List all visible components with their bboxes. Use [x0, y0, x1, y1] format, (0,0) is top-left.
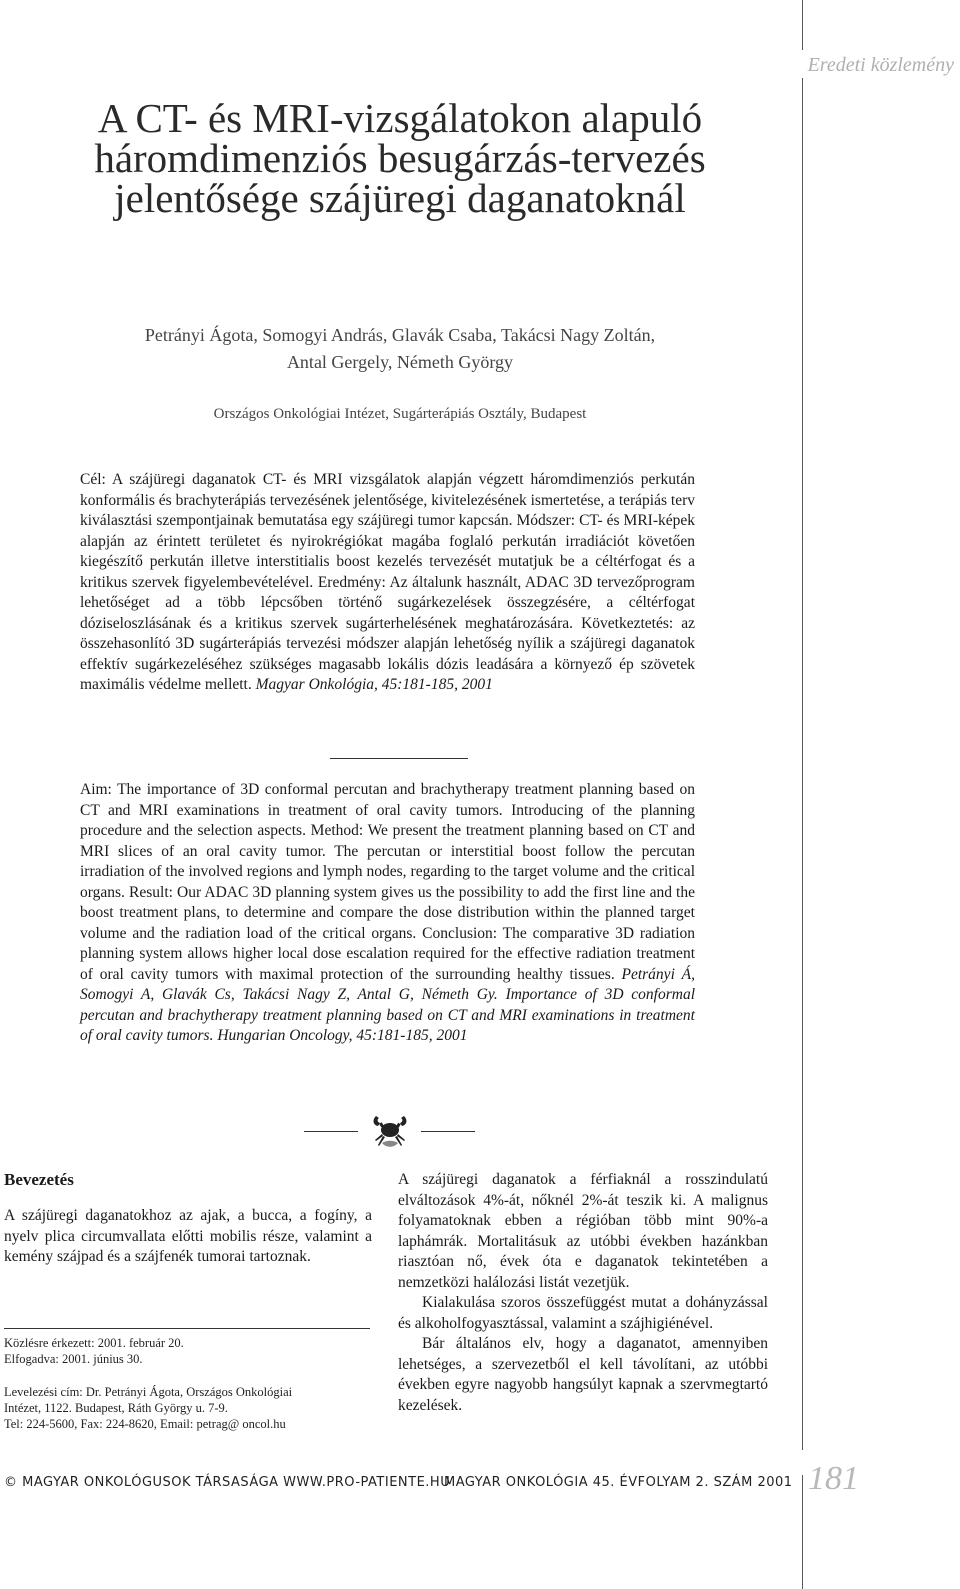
crab-icon	[368, 1110, 412, 1154]
page-number: 181	[808, 1460, 859, 1497]
title-line-2: háromdimenziós besugárzás-tervezés	[94, 135, 706, 181]
intro-left-column	[4, 1170, 372, 1268]
footnote-divider	[4, 1328, 370, 1329]
intro-right-column	[398, 1170, 768, 1416]
ornament-line-left	[304, 1131, 358, 1132]
affiliation: Országos Onkológiai Intézet, Sugárterápiás Osztály, Budapest	[213, 406, 587, 422]
column-rule-bottom	[802, 1475, 803, 1589]
column-rule-main	[802, 78, 803, 1450]
intro-left-paragraph: A szájüregi daganatokhoz az ajak, a bucca, a fogíny, a nyelv plica circumvallata előtti mobilis része, valamint a kemény szájpad és a szájfenék tumorai tartoznak.	[4, 1207, 372, 1265]
received-date: Közlésre érkezett: 2001. február 20.	[4, 1336, 184, 1350]
ornament-line-right	[421, 1131, 475, 1132]
intro-right-paragraph-3: Bár általános elv, hogy a daganatot, amennyiben lehetséges, a szervezetből el kell távolítani, az utóbbi években egyre nagyobb hangsúlyt kapnak a szervmegtartó kezelések.	[398, 1335, 768, 1414]
intro-right-paragraph-1: A szájüregi daganatok a férfiaknál a rosszindulatú elváltozások 4%-át, nőknél 2%-át teszik ki. A malignus folyamatoknak ebben a régióban több mint 90%-a laphámrák. Mortalitásuk az utóbbi években hazánkban riasztóan nő, évek óta e daganatok tekintetében a nemzetközi halálozási listát vezetjük.	[398, 1171, 768, 1291]
column-rule-top	[802, 0, 803, 50]
title-line-3: jelentősége szájüregi daganatoknál	[114, 175, 686, 221]
title-line-1: A CT- és MRI-vizsgálatokon alapuló	[97, 95, 703, 141]
address-line-3: Tel: 224-5600, Fax: 224-8620, Email: petrag@ oncol.hu	[4, 1417, 286, 1431]
accepted-date: Elfogadva: 2001. június 30.	[4, 1352, 143, 1366]
section-label: Eredeti közlemény	[807, 54, 954, 76]
authors-line-1: Petrányi Ágota, Somogyi András, Glavák Csaba, Takácsi Nagy Zoltán,	[144, 325, 656, 345]
abstract-en-text: Aim: The importance of 3D conformal percutan and brachytherapy treatment planning based on CT and MRI examinations in treatment of oral cavity tumors. Introducing of the planning procedure and the selection aspects. Method: We present the treatment planning based on CT and MRI slices of an oral cavity tumor. The percutan or interstitial boost follow the percutan irradiation of the involved regions and lymph nodes, regarding to the target volume and the critical organs. Result: Our ADAC 3D planning system gives us the possibility to add the first line and the boost treatment plans, to determine and compare the dose distribution within the planned target volume and the radiation load of the critical organs. Conclusion: The comparative 3D radiation planning system allows higher local dose escalation required for the effective radiation treatment of oral cavity tumors with maximal protection of the surrounding healthy tissues.	[80, 781, 695, 983]
intro-heading: Bevezetés	[4, 1170, 74, 1189]
article-title	[20, 95, 780, 221]
author-list	[20, 322, 780, 376]
abstract-hu-text: Cél: A szájüregi daganatok CT- és MRI vizsgálatok alapján végzett háromdimenziós perkután konformális és brachyterápiás tervezésének jelentősége, kivitelezésének ismertetése, a terápiás terv kiválasztási szempontjainak bemutatása egy szájüregi tumor kapcsán. Módszer: CT- és MRI-képek alapján az érintett területet és nyirokrégiókat magába foglaló perkután irradiációt követően kiegészítő perkután illetve interstitialis boost kezelés tervezését mutatjuk be a céltérfogat és a kritikus szervek figyelembevételével. Eredmény: Az általunk használt, ADAC 3D tervezőprogram lehetőséget ad a több lépcsőben történő sugárkezelések összegzésére, a céltérfogat dóziseloszlásának és a kritikus szervek sugárterhelésének meghatározására. Következtetés: az összehasonlító 3D sugárterápiás tervezési módszer alapján lehetőség nyílik a szájüregi daganatok effektív sugárkezeléséhez szükséges magasabb lokális dózis leadására a környező ép szövetek maximális védelme mellett.	[80, 471, 695, 693]
abstract-hu-citation: Magyar Onkológia, 45:181-185, 2001	[255, 676, 493, 693]
abstract-divider	[330, 758, 468, 759]
abstract-en-citation: Petrányi Á, Somogyi A, Glavák Cs, Takácsi Nagy Z, Antal G, Németh Gy. Importance of 3D conformal percutan and brachytherapy treatment planning based on CT and MRI examinations in treatment of oral cavity tumors. Hungarian Oncology, 45:181-185, 2001	[80, 965, 695, 1044]
footer-journal: MAGYAR ONKOLÓGIA 45. ÉVFOLYAM 2. SZÁM 2001	[444, 1475, 793, 1490]
abstract-hungarian	[80, 470, 695, 696]
abstract-english	[80, 780, 695, 1047]
address-line-1: Levelezési cím: Dr. Petrányi Ágota, Országos Onkológiai	[4, 1385, 293, 1399]
intro-right-paragraph-2: Kialakulása szoros összefüggést mutat a dohányzással és alkoholfogyasztással, valamint a szájhigiénével.	[398, 1294, 768, 1332]
address-line-2: Intézet, 1122. Budapest, Ráth György u. 7-9.	[4, 1401, 228, 1415]
footer-society: © MAGYAR ONKOLÓGUSOK TÁRSASÁGA WWW.PRO-PATIENTE.HU	[4, 1475, 451, 1490]
authors-line-2: Antal Gergely, Németh György	[286, 352, 514, 372]
footnotes	[4, 1335, 374, 1432]
